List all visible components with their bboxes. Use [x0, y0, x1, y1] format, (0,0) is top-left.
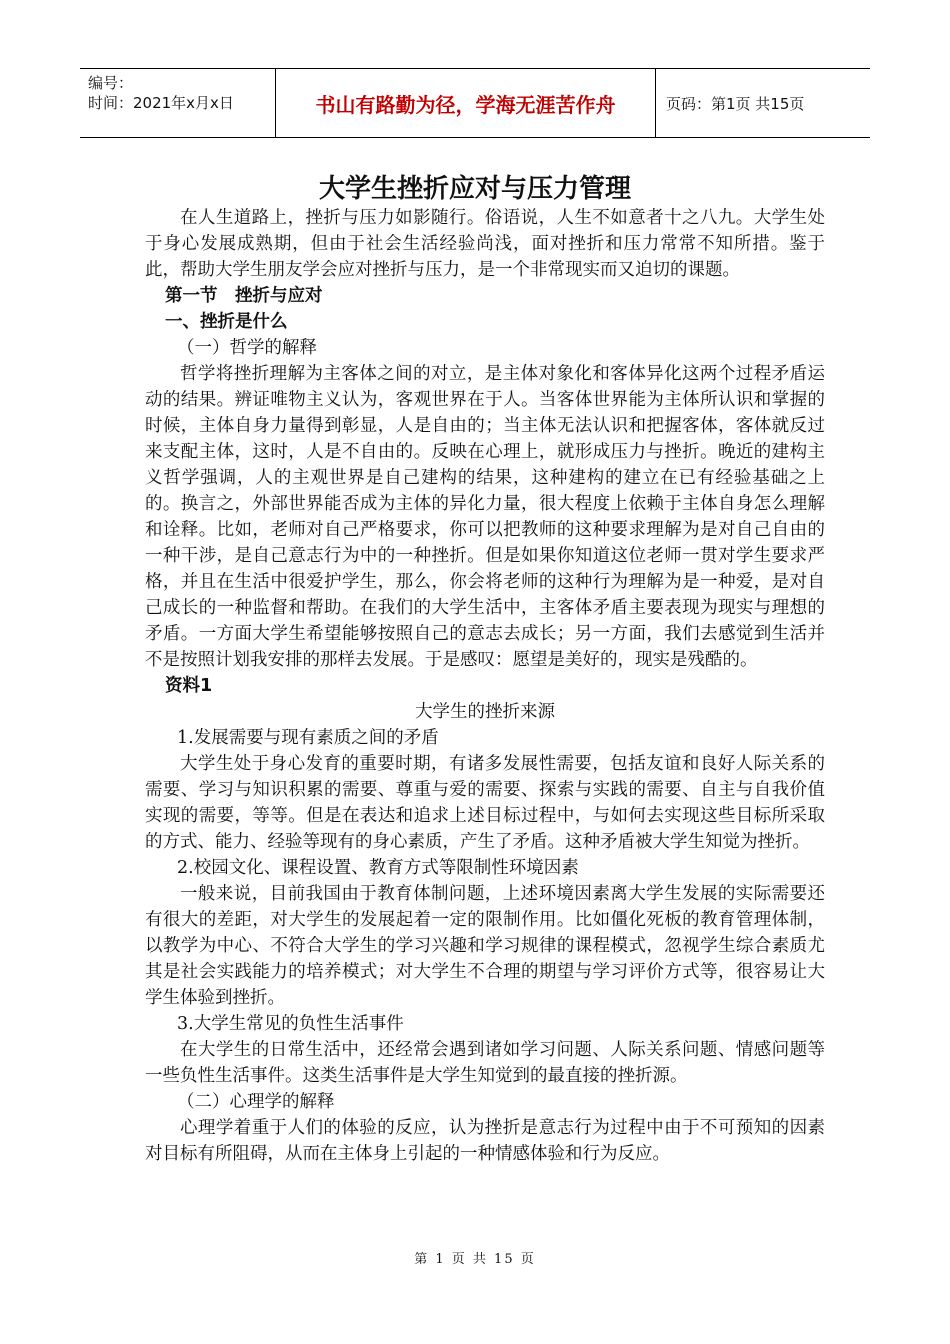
document-title: 大学生挫折应对与压力管理 — [318, 174, 631, 204]
header-meta — [80, 69, 276, 137]
body-paragraph: 大学生处于身心发育的重要时期，有诸多发展性需要，包括友谊和良好人际关系的需要、学习与知识积累的需要、尊重与爱的需要、探索与实践的需要、自主与自我价值实现的需要，等等。但是在表达和追求上述目标过程中，与如何去实现这些目标所采取的方式、能力、经验等现有的身心素质，产生了矛盾。这种矛盾被大学生知觉为挫折。 — [145, 754, 825, 852]
subsection-heading: 一、挫折是什么 — [165, 312, 288, 332]
sub-subsection-heading: （二）心理学的解释 — [177, 1092, 335, 1112]
body-paragraph: 一般来说，目前我国由于教育体制问题，上述环境因素离大学生发展的实际需要还有很大的差距，对大学生的发展起着一定的限制作用。比如僵化死板的教育管理体制，以教学为中心、不符合大学生的学习兴趣和学习规律的课程模式，忽视学生综合素质尤其是社会实践能力的培养模式；对大学生不合理的期望与学习评价方式等，很容易让大学生体验到挫折。 — [145, 884, 825, 1008]
sub-subsection-heading: （一）哲学的解释 — [177, 338, 317, 358]
time-label: 时间：2021年x月x日 — [88, 94, 234, 112]
list-item-heading: 3.大学生常见的负性生活事件 — [177, 1014, 404, 1034]
header-motto: 书山有路勤为径，学海无涯苦作舟 — [276, 69, 656, 137]
page-footer: 第 1 页 共 15 页 — [414, 1252, 536, 1267]
body-paragraph: 心理学着重于人们的体验的反应，认为挫折是意志行为过程中由于不可预知的因素对目标有所阻碍，从而在主体身上引起的一种情感体验和行为反应。 — [145, 1118, 825, 1164]
number-label: 编号： — [88, 74, 134, 92]
list-item-heading: 2.校园文化、课程设置、教育方式等限制性环境因素 — [177, 858, 579, 878]
material-label: 资料1 — [165, 676, 213, 696]
header-page-info: 页码：第1页 共15页 — [666, 94, 805, 113]
body-paragraph: 哲学将挫折理解为主客体之间的对立，是主体对象化和客体异化这两个过程矛盾运动的结果。辨证唯物主义认为，客观世界在于人。当客体世界能为主体所认识和掌握的时候，主体自身力量得到彰显，人是自由的；当主体无法认识和把握客体，客体就反过来支配主体，这时，人是不自由的。反映在心理上，就形成压力与挫折。晚近的建构主义哲学强调，人的主观世界是自己建构的结果，这种建构的建立在已有经验基础之上的。换言之，外部世界能否成为主体的异化力量，很大程度上依赖于主体自身怎么理解和诠释。比如，老师对自己严格要求，你可以把教师的这种要求理解为是对自己自由的一种干涉，是自己意志行为中的一种挫折。但是如果你知道这位老师一贯对学生要求严格，并且在生活中很爱护学生，那么，你会将老师的这种行为理解为是一种爱，是对自己成长的一种监督和帮助。在我们的大学生活中，主客体矛盾主要表现为现实与理想的矛盾。一方面大学生希望能够按照自己的意志去成长；另一方面，我们去感觉到生活并不是按照计划我安排的那样去发展。于是感叹：愿望是美好的，现实是残酷的。 — [145, 364, 825, 670]
body-paragraph: 在大学生的日常生活中，还经常会遇到诸如学习问题、人际关系问题、情感问题等一些负性生活事件。这类生活事件是大学生知觉到的最直接的挫折源。 — [145, 1040, 825, 1086]
material-title: 大学生的挫折来源 — [415, 702, 555, 722]
section-heading: 第一节 挫折与应对 — [165, 286, 323, 306]
document-body — [145, 205, 825, 1167]
page-header — [80, 68, 870, 138]
intro-paragraph: 在人生道路上，挫折与压力如影随行。俗语说，人生不如意者十之八九。大学生处于身心发展成熟期，但由于社会生活经验尚浅，面对挫折和压力常常不知所措。鉴于此，帮助大学生朋友学会应对挫折与压力，是一个非常现实而又迫切的课题。 — [145, 208, 825, 280]
list-item-heading: 1.发展需要与现有素质之间的矛盾 — [177, 728, 439, 748]
